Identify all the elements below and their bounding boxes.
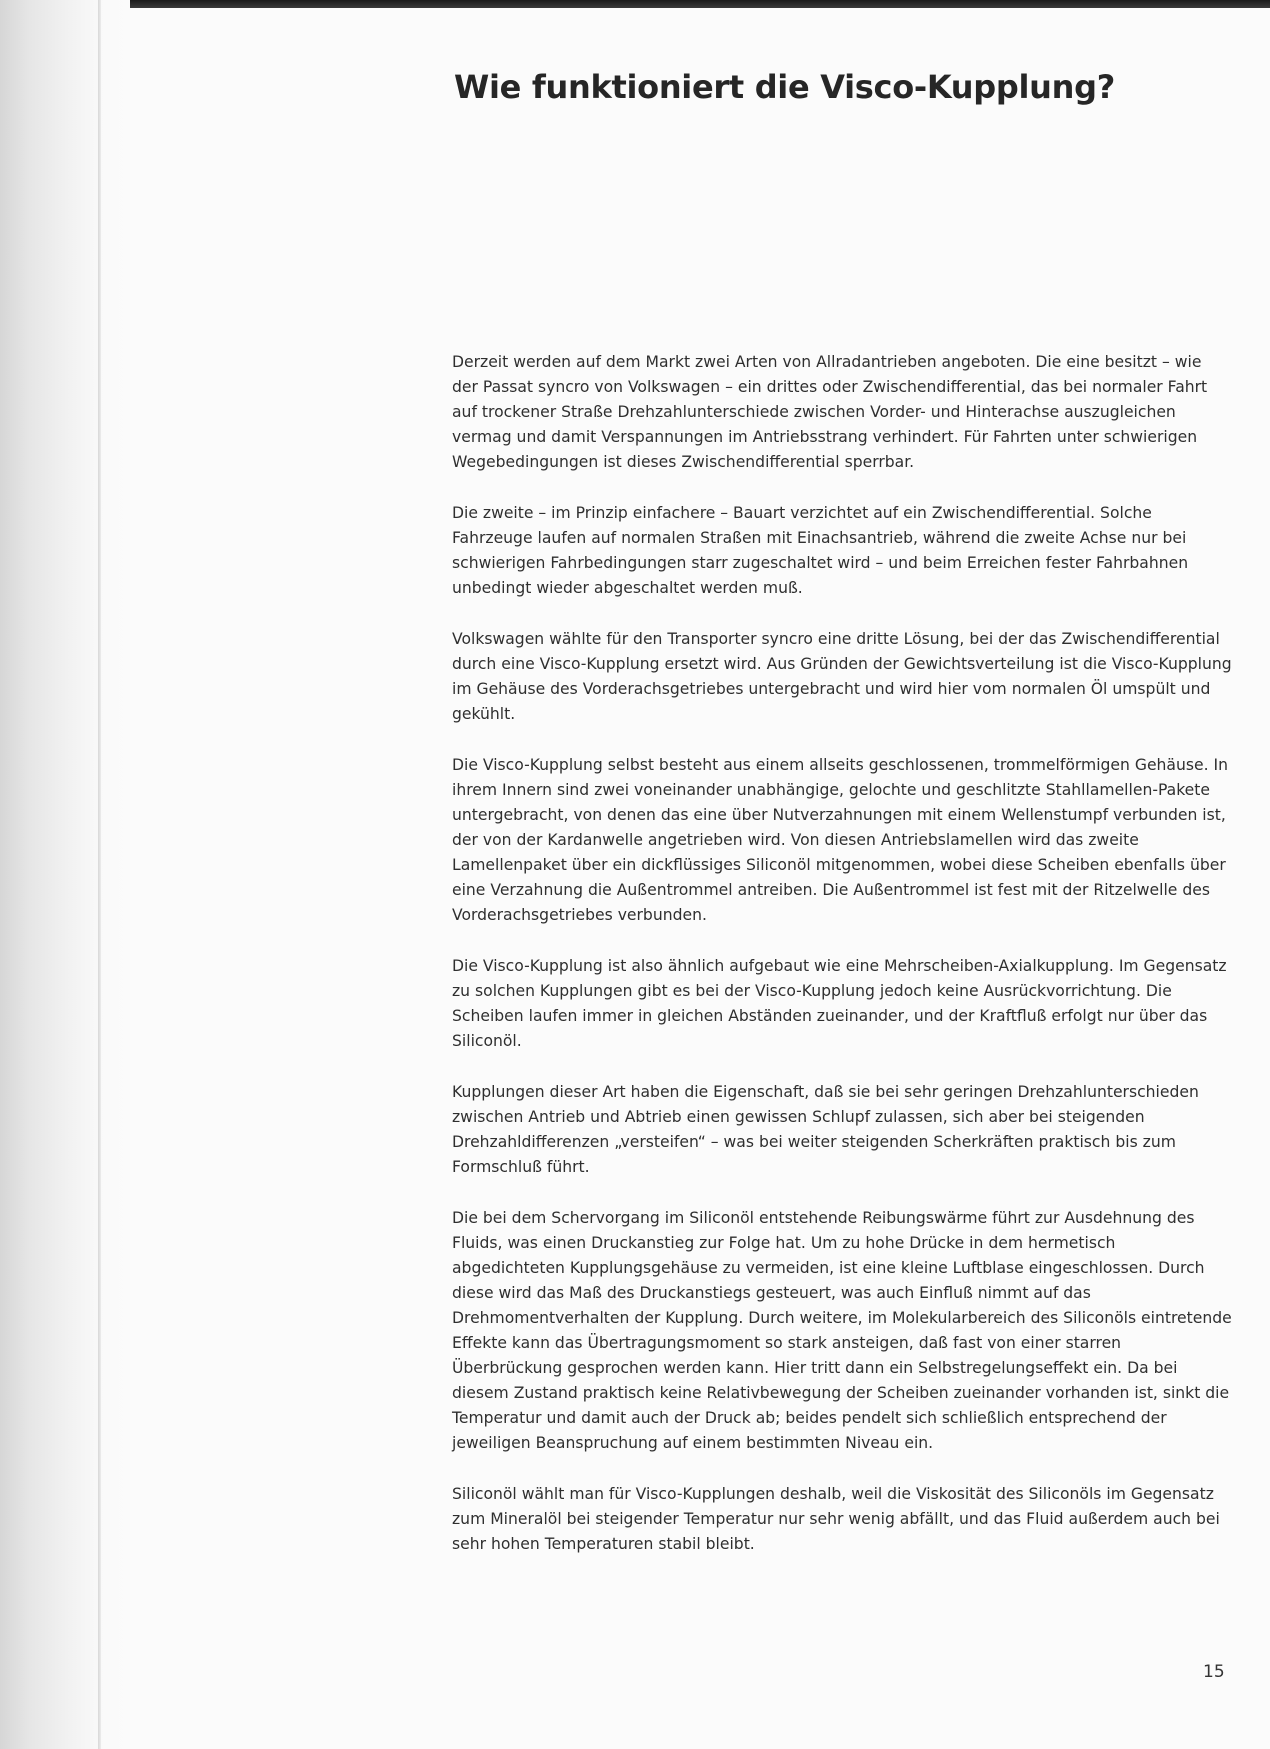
paragraph-5: Die Visco-Kupplung ist also ähnlich aufgebaut wie eine Mehrscheiben-Axialkupplung. Im Gegensatz zu solchen Kupplungen gibt es bei der Visco-Kupplung jedoch keine Ausrückvorrichtung. Die Scheiben laufen immer in gleichen Abständen zueinander, und der Kraftfluß erfolgt nur über das Siliconöl. xyxy=(452,957,1227,1050)
paragraph-8: Siliconöl wählt man für Visco-Kupplungen deshalb, weil die Viskosität des Siliconöls im Gegensatz zum Mineralöl bei steigender Temperatur nur sehr wenig abfällt, und das Fluid außerdem auch bei sehr hohen Temperaturen stabil bleibt. xyxy=(452,1485,1220,1553)
paragraph-4: Die Visco-Kupplung selbst besteht aus einem allseits geschlossenen, trommelförmigen Gehäuse. In ihrem Innern sind zwei voneinander unabhängige, gelochte und geschlitzte Stahllamellen-Pakete untergebracht, von denen das eine über Nutverzahnungen mit einem Wellenstumpf verbunden ist, der von der Kardanwelle angetrieben wird. Von diesen Antriebslamellen wird das zweite Lamellenpaket über ein dickflüssiges Siliconöl mitgenommen, wobei diese Scheiben ebenfalls über eine Verzahnung die Außentrommel antreiben. Die Außentrommel ist fest mit der Ritzelwelle des Vorderachsgetriebes verbunden. xyxy=(452,756,1228,924)
paragraph-6: Kupplungen dieser Art haben die Eigenschaft, daß sie bei sehr geringen Drehzahlunterschieden zwischen Antrieb und Abtrieb einen gewissen Schlupf zulassen, sich aber bei steigenden Drehzahldifferenzen „versteifen“ – was bei weiter steigenden Scherkräften praktisch bis zum Formschluß führt. xyxy=(452,1083,1199,1176)
book-binding-shadow xyxy=(0,0,130,1749)
page-top-edge xyxy=(0,0,1270,8)
page-title: Wie funktioniert die Visco-Kupplung? xyxy=(454,68,1115,106)
paragraph-1: Derzeit werden auf dem Markt zwei Arten von Allradantrieben angeboten. Die eine besitzt – wie der Passat syncro von Volkswagen – ein drittes oder Zwischendifferential, das bei normaler Fahrt auf trockener Straße Drehzahlunterschiede zwischen Vorder- und Hinterachse auszugleichen vermag und damit Verspannungen im Antriebsstrang verhindert. Für Fahrten unter schwierigen Wegebedingungen ist dieses Zwischendifferential sperrbar. xyxy=(452,353,1208,471)
paragraph-7: Die bei dem Schervorgang im Siliconöl entstehende Reibungswärme führt zur Ausdehnung des Fluids, was einen Druckanstieg zur Folge hat. Um zu hohe Drücke in dem hermetisch abgedichteten Kupplungsgehäuse zu vermeiden, ist eine kleine Luftblase eingeschlossen. Durch diese wird das Maß des Druckanstiegs gesteuert, was auch Einfluß nimmt auf das Drehmomentverhalten der Kupplung. Durch weitere, im Molekularbereich des Siliconöls eintretende Effekte kann das Übertragungsmoment so stark ansteigen, daß fast von einer starren Überbrückung gesprochen werden kann. Hier tritt dann ein Selbstregelungseffekt ein. Da bei diesem Zustand praktisch keine Relativbewegung der Scheiben zueinander vorhanden ist, sinkt die Temperatur und damit auch der Druck ab; beides pendelt sich schließlich entsprechend der jeweiligen Beanspruchung auf einem bestimmten Niveau ein. xyxy=(452,1209,1232,1452)
body-text xyxy=(452,350,1232,1583)
book-binding-edge xyxy=(98,0,101,1749)
paragraph-2: Die zweite – im Prinzip einfachere – Bauart verzichtet auf ein Zwischendifferential. Solche Fahrzeuge laufen auf normalen Straßen mit Einachsantrieb, während die zweite Achse nur bei schwierigen Fahrbedingungen starr zugeschaltet wird – und beim Erreichen fester Fahrbahnen unbedingt wieder abgeschaltet werden muß. xyxy=(452,504,1189,597)
paragraph-3: Volkswagen wählte für den Transporter syncro eine dritte Lösung, bei der das Zwischendifferential durch eine Visco-Kupplung ersetzt wird. Aus Gründen der Gewichtsverteilung ist die Visco-Kupplung im Gehäuse des Vorderachsgetriebes untergebracht und wird hier vom normalen Öl umspült und gekühlt. xyxy=(452,630,1232,723)
page-number: 15 xyxy=(1203,1662,1225,1682)
